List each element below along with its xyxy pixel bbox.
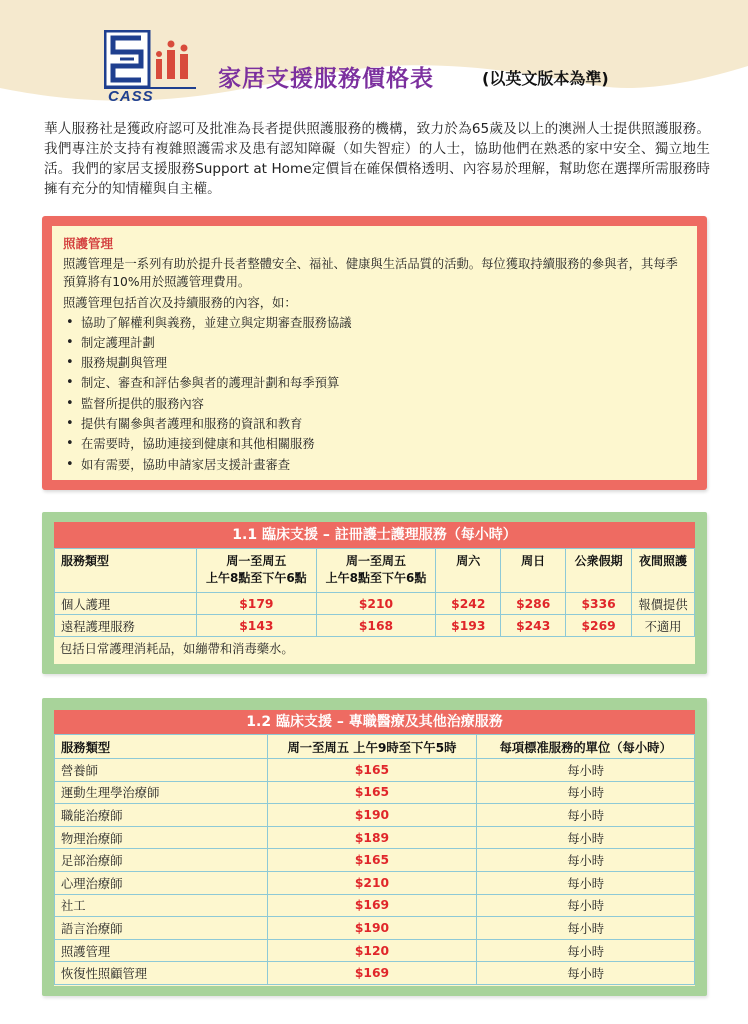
row-label: 語言治療師 — [55, 917, 268, 940]
price-cell: $210 — [267, 871, 477, 894]
price-cell: $165 — [267, 781, 477, 804]
price-cell: $243 — [501, 615, 566, 637]
table-row — [55, 759, 695, 782]
price-cell: $165 — [267, 849, 477, 872]
table-row — [55, 804, 695, 827]
table-row — [55, 826, 695, 849]
unit-cell: 每小時 — [477, 962, 695, 985]
row-label: 社工 — [55, 894, 268, 917]
price-cell: $269 — [566, 615, 632, 637]
col-header-unit: 每項標准服務的單位（每小時） — [477, 735, 695, 759]
list-item: • 制定、審查和評估參與者的護理計劃和每季預算 — [63, 373, 686, 393]
care-management-heading: 照護管理 — [63, 236, 114, 251]
price-cell: $193 — [436, 615, 501, 637]
row-label: 遠程護理服務 — [55, 615, 197, 637]
table-row — [55, 615, 695, 637]
price-cell: $179 — [196, 593, 316, 615]
table-row — [55, 849, 695, 872]
allied-health-table-box — [42, 698, 707, 996]
care-management-list — [63, 313, 686, 475]
col-header-weekday-2: 周一至周五 上午8點至下午6點 — [316, 549, 436, 593]
care-management-description: 照護管理是一系列有助於提升長者整體安全、福祉、健康與生活品質的活動。每位獲取持續服務的參與者，其每季預算將有10%用於照護管理費用。 — [63, 257, 678, 289]
care-management-box — [42, 216, 707, 490]
row-label: 足部治療師 — [55, 849, 268, 872]
row-label: 照護管理 — [55, 939, 268, 962]
table-row — [55, 894, 695, 917]
price-cell: $336 — [566, 593, 632, 615]
nursing-table-note: 包括日常護理消耗品，如繃帶和消毒藥水。 — [60, 642, 294, 656]
row-label: 心理治療師 — [55, 871, 268, 894]
unit-cell: 每小時 — [477, 849, 695, 872]
row-label: 恢復性照顧管理 — [55, 962, 268, 985]
table-row — [55, 593, 695, 615]
col-header-hours: 周一至周五 上午9時至下午5時 — [267, 735, 477, 759]
list-item: • 協助了解權利與義務，並建立與定期審查服務協議 — [63, 313, 686, 333]
col-header-sunday: 周日 — [501, 549, 566, 593]
unit-cell: 每小時 — [477, 804, 695, 827]
price-cell: $120 — [267, 939, 477, 962]
price-cell: $165 — [267, 759, 477, 782]
list-item: • 提供有關參與者護理和服務的資訊和教育 — [63, 414, 686, 434]
col-header-type: 服務類型 — [55, 549, 197, 593]
col-header-type: 服務類型 — [55, 735, 268, 759]
price-cell: $190 — [267, 917, 477, 940]
table-row — [55, 871, 695, 894]
table-row — [55, 917, 695, 940]
row-label: 個人護理 — [55, 593, 197, 615]
title-note: (以英文版本為準) — [482, 69, 609, 88]
col-header-saturday: 周六 — [436, 549, 501, 593]
price-cell: $210 — [316, 593, 436, 615]
col-header-night: 夜間照護 — [632, 549, 695, 593]
price-cell: $168 — [316, 615, 436, 637]
care-management-intro-line: 照護管理包括首次及持續服務的內容，如： — [63, 296, 297, 310]
row-label: 運動生理學治療師 — [55, 781, 268, 804]
list-item: • 監督所提供的服務內容 — [63, 394, 686, 414]
table-row — [55, 939, 695, 962]
unit-cell: 每小時 — [477, 917, 695, 940]
unit-cell: 每小時 — [477, 759, 695, 782]
price-cell: $190 — [267, 804, 477, 827]
list-item: • 服務規劃與管理 — [63, 353, 686, 373]
price-cell: $189 — [267, 826, 477, 849]
list-item: • 如有需要，協助申請家居支援計畫審查 — [63, 455, 686, 475]
intro-paragraph: 華人服務社是獲政府認可及批准為長者提供照護服務的機構，致力於為65歲及以上的澳洲人士提供照護服務。我們專注於支持有複雜照護需求及患有認知障礙（如失智症）的人士，協助他們在熟悉的家中安全、獨立地生活。我們的家居支援服務Support at Home定價旨在確保價格透明、內容易於理解，幫助您在選擇所需服務時擁有充分的知情權與自主權。 — [44, 121, 710, 197]
list-item: • 在需要時，協助連接到健康和其他相關服務 — [63, 434, 686, 454]
unit-cell: 每小時 — [477, 871, 695, 894]
allied-health-table-body — [54, 734, 695, 986]
unit-cell: 每小時 — [477, 894, 695, 917]
list-item: • 制定護理計劃 — [63, 333, 686, 353]
table-row — [55, 781, 695, 804]
night-care-cell: 不適用 — [632, 615, 695, 637]
table-header-row — [55, 735, 695, 759]
unit-cell: 每小時 — [477, 826, 695, 849]
logo-text: CASS — [108, 88, 154, 105]
unit-cell: 每小時 — [477, 939, 695, 962]
price-cell: $143 — [196, 615, 316, 637]
row-label: 職能治療師 — [55, 804, 268, 827]
price-cell: $286 — [501, 593, 566, 615]
col-header-weekday-1: 周一至周五 上午8點至下午6點 — [196, 549, 316, 593]
care-management-content — [52, 226, 697, 480]
nursing-price-table — [54, 548, 695, 637]
price-cell: $169 — [267, 962, 477, 985]
price-cell: $242 — [436, 593, 501, 615]
price-cell: $169 — [267, 894, 477, 917]
unit-cell: 每小時 — [477, 781, 695, 804]
table-header-row — [55, 549, 695, 593]
allied-health-table-title: 1.2 臨床支援 – 專職醫療及其他治療服務 — [54, 710, 695, 734]
night-care-cell: 報價提供 — [632, 593, 695, 615]
nursing-table-title: 1.1 臨床支援 – 註冊護士護理服務（每小時） — [54, 522, 695, 548]
row-label: 物理治療師 — [55, 826, 268, 849]
page-title: 家居支援服務價格表 — [218, 66, 434, 92]
row-label: 營養師 — [55, 759, 268, 782]
table-row — [55, 962, 695, 985]
col-header-holiday: 公衆假期 — [566, 549, 632, 593]
nursing-table-body — [54, 548, 695, 664]
nursing-services-table-box — [42, 512, 707, 674]
allied-health-price-table — [54, 734, 695, 985]
